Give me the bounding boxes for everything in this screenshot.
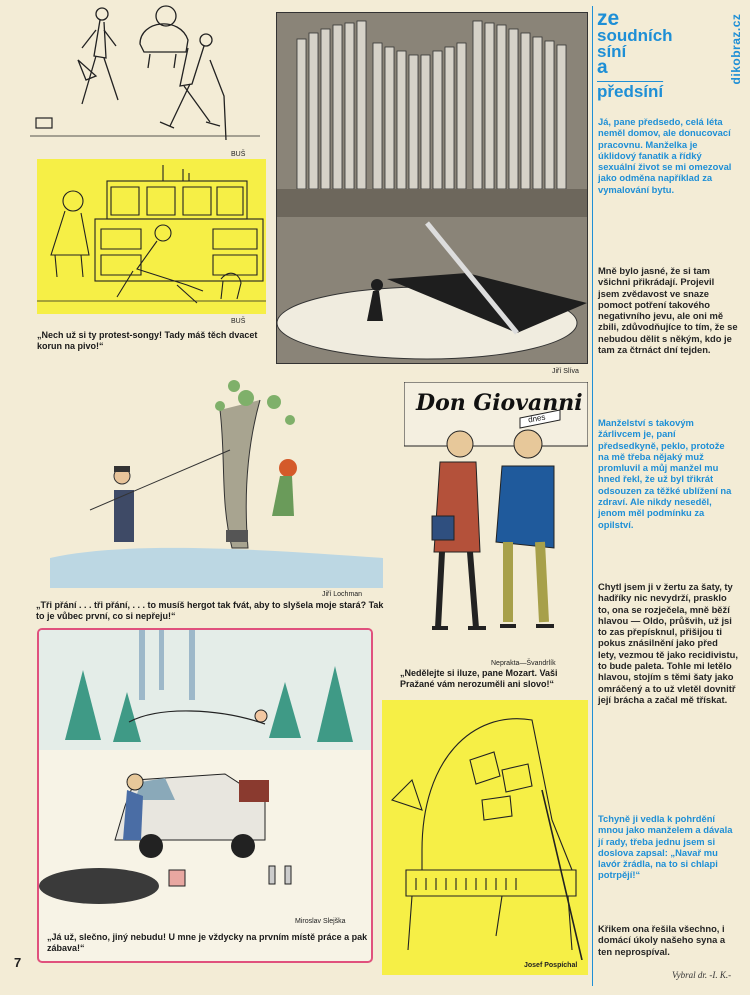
organ-drawing bbox=[277, 13, 588, 364]
mozart-drawing bbox=[404, 382, 588, 654]
column-title-soudnich: soudních bbox=[597, 26, 673, 45]
piano-credit: Josef Pospíchal bbox=[524, 962, 578, 969]
watermark-text: dikobraz.cz bbox=[729, 13, 743, 85]
piano-drawing bbox=[382, 700, 588, 960]
watermark bbox=[727, 6, 743, 96]
column-paragraph-5: Tchyně ji vedla k pohrdění mnou jako manželem a dávala jí rady, třeba jednu jsem si doslova zapsal: „Navař mu lavór žrádla, na to si chlapi potrpějí!“ bbox=[598, 813, 733, 881]
poster-small-text: dnes bbox=[527, 412, 547, 425]
cartoon-organ bbox=[276, 12, 588, 364]
cartoon-mozart bbox=[404, 382, 588, 654]
poster-title: Don Giovanni bbox=[416, 390, 583, 416]
column-paragraph-4: Chytl jsem ji v žertu za šaty, ty hadříky nic nevydrží, prasklo to, ona se rozječela, mně běží hlavou — Oldo, průšvih, už jsi to zas přepísknul, přišijou ti pokus znásilnění jako před lety, vezmou tě jako recidivistu, to bude paleta. Tohle mi letělo hlavou, stojím s těmi šaty jako omráčený a to už vletěl dovnitř její brácha a začal mě třískat. bbox=[598, 581, 738, 705]
column-rule bbox=[592, 6, 593, 986]
hikers-drawing bbox=[20, 0, 270, 148]
cartoon-sideboard bbox=[37, 159, 266, 314]
organ-credit: Jiří Slíva bbox=[552, 368, 579, 375]
mozart-credit: Neprakta—Švandrlík bbox=[491, 660, 556, 667]
column-signature: Vybral dr. -I. K.- bbox=[672, 970, 732, 980]
cartoon-carwash bbox=[37, 628, 373, 963]
sideboard-credit: BUŠ bbox=[231, 318, 246, 325]
column-paragraph-6: Křikem ona řešila všechno, i domácí úkoly našeho syna a ten neprospíval. bbox=[598, 923, 726, 957]
column-paragraph-1: Já, pane předsedo, celá léta neměl domov, ale donucovací pracovnu. Manželka je úklidový fanatik a řídký sexuální život se mi omezoval jako odměna například za vymalování bytu. bbox=[598, 116, 732, 195]
sideboard-drawing bbox=[37, 159, 266, 314]
carwash-credit: Miroslav Slejška bbox=[295, 918, 346, 925]
fishing-drawing bbox=[50, 380, 383, 588]
mozart-caption: „Nedělejte si iluze, pane Mozart. Vaši Pražané vám nerozuměli ani slovo!“ bbox=[400, 668, 558, 689]
cartoon-hikers bbox=[20, 0, 270, 148]
column-paragraph-3: Manželství s takovým žárlivcem je, paní předsedkyně, peklo, protože na mě třeba nějaký muž promluvil a můj manžel mu hned řekl, že už byl třikrát odsouzen za těžké ublížení na zdraví. Ale nikdy neseděl, jenom měl podmínku za opilství. bbox=[598, 417, 732, 530]
cartoon-piano bbox=[382, 700, 588, 975]
fishing-credit: Jiří Lochman bbox=[322, 591, 363, 598]
carwash-caption: „Já už, slečno, jiný nebudu! U mne je vždycky na prvním místě práce a pak zábava!“ bbox=[47, 932, 368, 953]
hikers-credit: BUŠ bbox=[231, 151, 246, 158]
column-title-sini: síní bbox=[597, 42, 627, 61]
sideboard-caption: „Nech už si ty protest-songy! Tady máš těch dvacet korun na pivo!“ bbox=[37, 330, 258, 351]
column-title-ze: ze bbox=[597, 7, 620, 30]
column-title-predsini: předsíní bbox=[597, 82, 664, 101]
column-paragraph-2: Mně bylo jasné, že si tam všichni přikrádají. Projevil jsem zvědavost ve snaze pomoct potření takového negativního jevu, ale oni mě zbili, zdůvodňujíce to tím, že se nebudou dělit s někým, kdo je tam za čtrnáct dní tejden. bbox=[598, 265, 738, 356]
column-title-a: a bbox=[597, 57, 608, 78]
fishing-caption: „Tři přání . . . tři přání, . . . to musíš hergot tak fvát, aby to slyšela moje stará? Tak to je vůbec první, co si nepřeju!“ bbox=[36, 600, 384, 621]
page-number: 7 bbox=[14, 955, 22, 970]
cartoon-fishing bbox=[50, 380, 383, 588]
carwash-drawing bbox=[39, 630, 371, 916]
